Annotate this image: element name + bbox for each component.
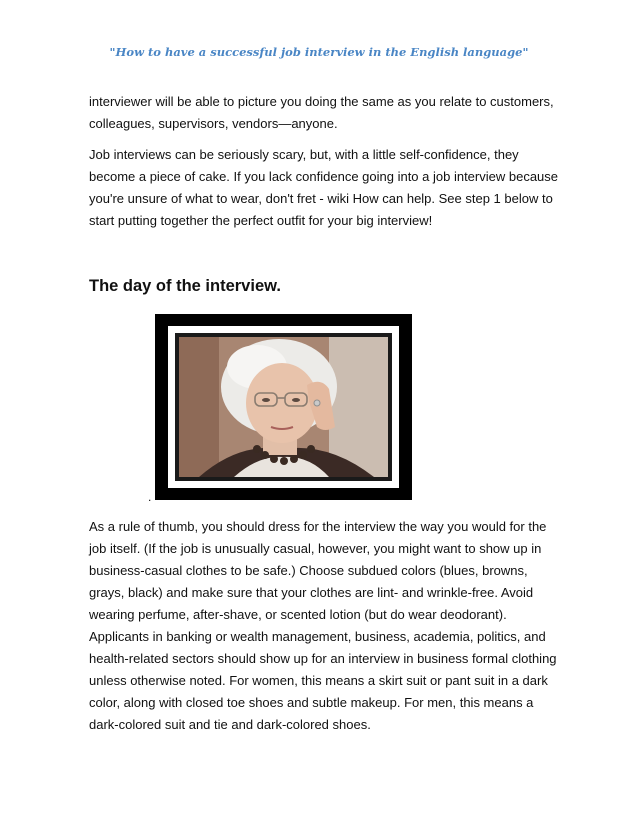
stray-period: . bbox=[148, 490, 152, 504]
photo-inner-border bbox=[175, 333, 392, 481]
eye-left bbox=[262, 398, 270, 402]
woman-with-glasses-photo bbox=[179, 337, 388, 477]
body-paragraph-1: interviewer will be able to picture you doing the same as you relate to customers, colleagues, supervisors, vendors—anyone. bbox=[89, 94, 554, 131]
body-paragraph-2: Job interviews can be seriously scary, but, with a little self-confidence, they become a piece of cake. If you lack confidence going into a job interview because you're unsure of what to wear, don't fret - wiki How can help. See step 1 below to start putting together the perfect outfit for your big interview! bbox=[89, 147, 559, 228]
running-header: "How to have a successful job interview in the English language" bbox=[109, 45, 529, 59]
body-paragraph-4: Applicants in banking or wealth management, business, academia, politics, and health-related sectors should show up for an interview in business formal clothing unless otherwise noted. For women, this means a skirt suit or pant suit in a dark color, along with closed toe shoes and subtle makeup. For men, this means a dark-colored suit and tie and dark-colored shoes. bbox=[89, 629, 557, 732]
ring-shape bbox=[314, 400, 320, 406]
eye-right bbox=[292, 398, 300, 402]
photo-background-left bbox=[179, 337, 219, 477]
photo-frame bbox=[155, 314, 412, 500]
photo-illustration bbox=[179, 337, 388, 477]
body-paragraph-3: As a rule of thumb, you should dress for the interview the way you would for the job itself. (If the job is unusually casual, however, you might want to show up in business-casual clothes to be safe.) Choose subdued colors (blues, browns, grays, black) and make sure that your clothes are lint- and wrinkle-free. Avoid wearing perfume, after-shave, or scented lotion (but do wear deodorant). bbox=[89, 519, 547, 622]
photo-mat bbox=[168, 326, 399, 488]
section-heading: The day of the interview. bbox=[89, 277, 281, 295]
